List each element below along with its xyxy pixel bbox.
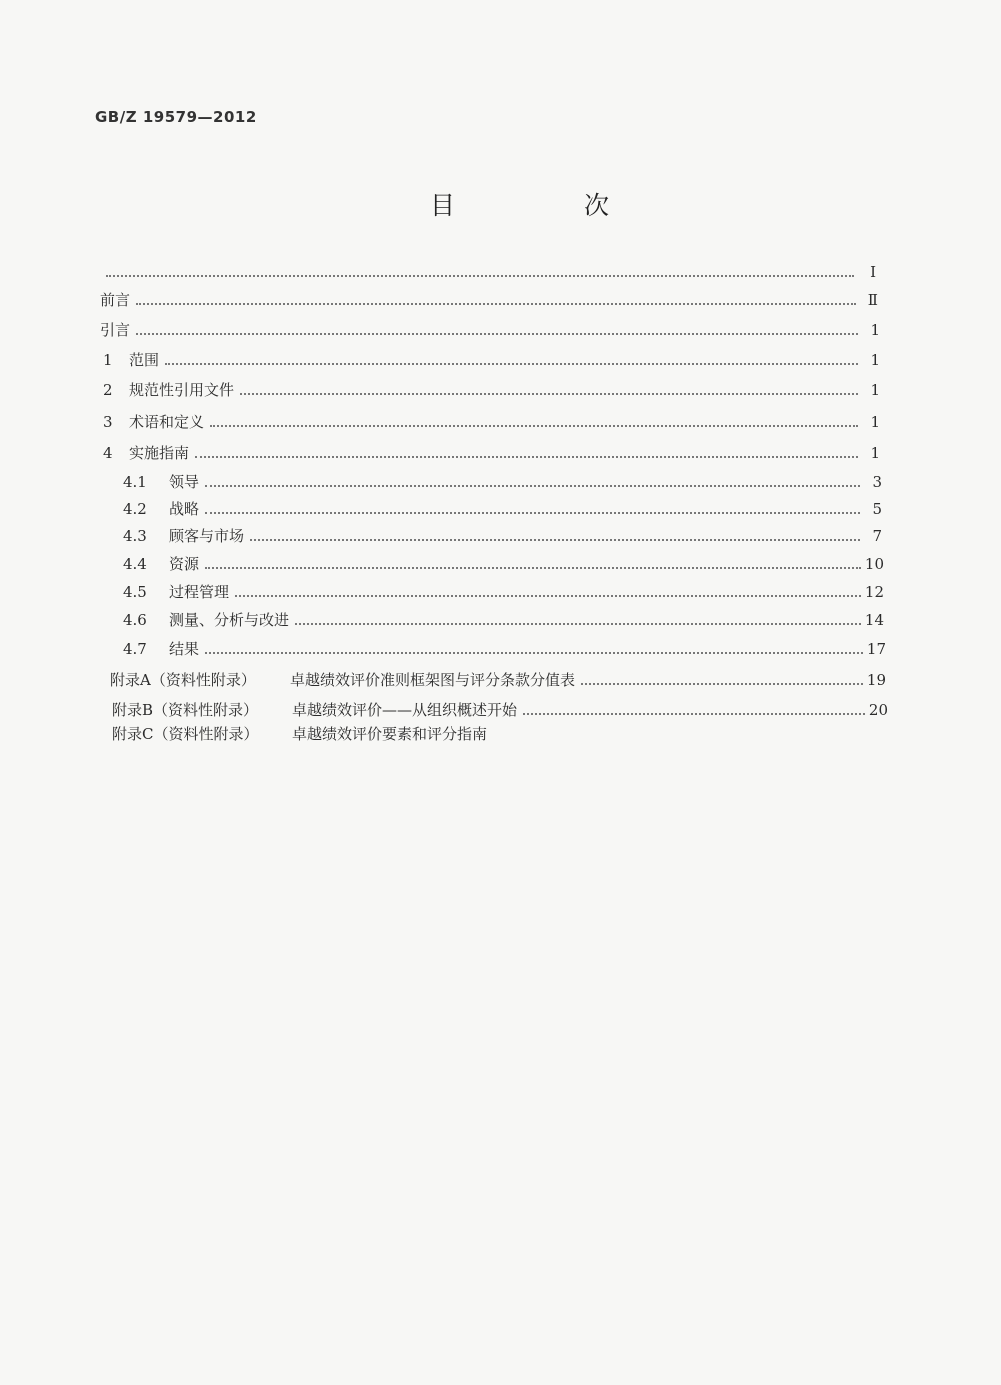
leader-dots [250, 539, 860, 541]
toc-entry-label: 卓越绩效评价要素和评分指南 [292, 725, 488, 743]
toc-entry-number: 附录A（资料性附录） [110, 671, 256, 689]
leader-dots [136, 303, 856, 305]
leader-dots [523, 713, 865, 715]
toc-entry-number: 4.5 [123, 583, 147, 601]
leader-dots [195, 456, 858, 458]
toc-entry-label: 战略 [169, 500, 200, 518]
toc-entry-page: 10 [864, 555, 884, 573]
toc-entry-label: 过程管理 [169, 583, 230, 601]
leader-dots [235, 595, 861, 597]
toc-entry-label: 顾客与市场 [169, 527, 245, 545]
toc-entry-page: 1 [870, 413, 880, 431]
toc-entry-page: 12 [864, 583, 884, 601]
leader-dots [136, 333, 858, 335]
toc-entry-label: 引言 [100, 321, 131, 339]
toc-entry-page: 1 [870, 321, 880, 339]
toc-entry-number: 4.4 [123, 555, 147, 573]
toc-entry-number: 1 [103, 351, 113, 369]
toc-entry-label: 测量、分析与改进 [169, 611, 290, 629]
standard-code: GB/Z 19579—2012 [95, 108, 257, 126]
toc-entry-page: Ⅰ [870, 263, 876, 281]
toc-entry[interactable] [123, 497, 882, 519]
toc-entry-number: 附录B（资料性附录） [112, 701, 259, 719]
toc-entry-label: 领导 [169, 473, 200, 491]
toc-entry-page: 1 [870, 381, 880, 399]
toc-entry[interactable] [123, 580, 884, 602]
toc-entry[interactable] [100, 288, 878, 310]
toc-entry-number: 4 [103, 444, 113, 462]
toc-entry[interactable] [103, 378, 880, 400]
toc-entry-number: 附录C（资料性附录） [112, 725, 259, 743]
leader-dots [205, 567, 861, 569]
toc-entry-label: 卓越绩效评价准则框架图与评分条款分值表 [290, 671, 576, 689]
toc-entry-number: 4.1 [123, 473, 147, 491]
leader-dots [205, 512, 860, 514]
toc-entry-label: 术语和定义 [129, 413, 205, 431]
toc-entry-page: 7 [872, 527, 882, 545]
toc-entry-page: 1 [870, 444, 880, 462]
toc-entry-number: 4.3 [123, 527, 147, 545]
toc-entry[interactable] [103, 348, 880, 370]
toc-entry-label: 卓越绩效评价——从组织概述开始 [292, 701, 518, 719]
toc-entry[interactable] [100, 260, 876, 282]
leader-dots [581, 683, 863, 685]
toc-entry-label: 规范性引用文件 [129, 381, 235, 399]
toc-entry-label: 实施指南 [129, 444, 190, 462]
toc-entry-label: 资源 [169, 555, 200, 573]
toc-entry[interactable] [123, 608, 884, 630]
toc-entry[interactable] [123, 637, 886, 659]
toc-entry-number: 4.6 [123, 611, 147, 629]
leader-dots [205, 652, 863, 654]
toc-entry-page: 17 [866, 640, 886, 658]
toc-entry-page: 5 [872, 500, 882, 518]
toc-entry-number: 2 [103, 381, 113, 399]
toc-entry[interactable] [100, 318, 880, 340]
toc-entry[interactable] [123, 470, 882, 492]
leader-dots [205, 485, 860, 487]
toc-entry-label: 前言 [100, 291, 131, 309]
toc-entry[interactable] [112, 722, 542, 744]
toc-title: 目 次 [430, 191, 662, 220]
leader-dots [240, 393, 858, 395]
toc-entry-page: Ⅱ [867, 291, 878, 309]
toc-entry[interactable] [112, 698, 888, 720]
toc-entry[interactable] [103, 410, 880, 432]
toc-entry-label: 结果 [169, 640, 200, 658]
leader-dots [210, 425, 858, 427]
toc-entry-number: 4.2 [123, 500, 147, 518]
toc-entry-page: 19 [866, 671, 886, 689]
toc-entry[interactable] [123, 552, 884, 574]
toc-entry-page: 3 [872, 473, 882, 491]
toc-entry-page: 20 [868, 701, 888, 719]
toc-entry[interactable] [123, 524, 882, 546]
toc-entry[interactable] [110, 668, 886, 690]
leader-dots [106, 275, 854, 277]
toc-entry-page: 1 [870, 351, 880, 369]
toc-entry[interactable] [103, 441, 880, 463]
leader-dots [295, 623, 861, 625]
toc-entry-number: 4.7 [123, 640, 147, 658]
toc-entry-label: 范围 [129, 351, 160, 369]
leader-dots [165, 363, 858, 365]
toc-entry-page: 14 [864, 611, 884, 629]
toc-entry-number: 3 [103, 413, 113, 431]
